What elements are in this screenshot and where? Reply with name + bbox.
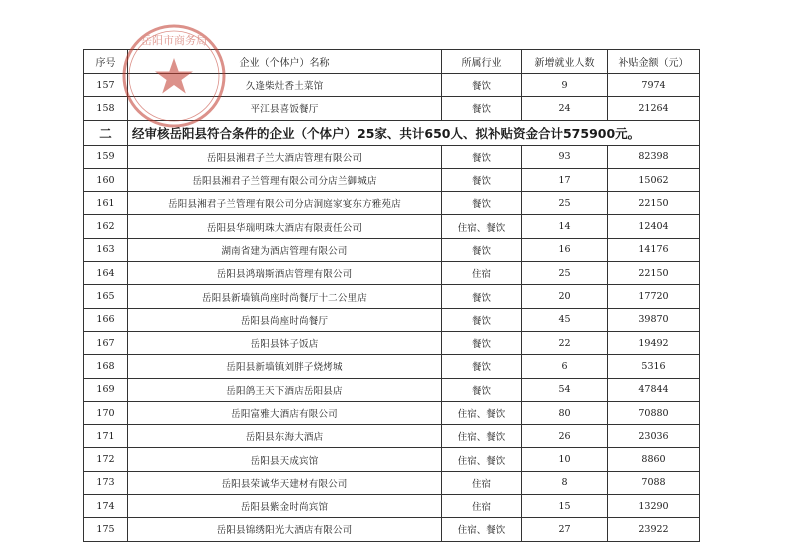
table-row [84, 262, 700, 285]
cell-new-jobs: 25 [522, 262, 608, 285]
table-row [84, 495, 700, 518]
cell-index: 170 [84, 401, 128, 424]
cell-name: 岳阳鸽王天下酒店岳阳县店 [128, 378, 442, 401]
table-row [84, 192, 700, 215]
cell-new-jobs: 16 [522, 238, 608, 261]
cell-new-jobs: 27 [522, 518, 608, 541]
header-name: 企业（个体户）名称 [128, 50, 442, 74]
cell-subsidy: 21264 [608, 97, 700, 120]
cell-industry: 住宿、餐饮 [442, 425, 522, 448]
cell-subsidy: 22150 [608, 262, 700, 285]
cell-name: 岳阳县湘君子兰大酒店管理有限公司 [128, 145, 442, 168]
cell-industry: 住宿、餐饮 [442, 448, 522, 471]
cell-subsidy: 47844 [608, 378, 700, 401]
cell-new-jobs: 24 [522, 97, 608, 120]
cell-index: 168 [84, 355, 128, 378]
cell-new-jobs: 25 [522, 192, 608, 215]
table-row [84, 331, 700, 354]
cell-index: 169 [84, 378, 128, 401]
cell-name: 岳阳县湘君子兰管理有限公司分店兰御城店 [128, 168, 442, 191]
cell-industry: 住宿、餐饮 [442, 518, 522, 541]
cell-subsidy: 7974 [608, 74, 700, 97]
cell-index: 161 [84, 192, 128, 215]
cell-industry: 餐饮 [442, 355, 522, 378]
cell-new-jobs: 54 [522, 378, 608, 401]
cell-name: 岳阳县天成宾馆 [128, 448, 442, 471]
cell-industry: 餐饮 [442, 74, 522, 97]
cell-new-jobs: 20 [522, 285, 608, 308]
cell-industry: 住宿 [442, 471, 522, 494]
cell-name: 岳阳县尚座时尚餐厅 [128, 308, 442, 331]
cell-new-jobs: 15 [522, 495, 608, 518]
cell-index: 166 [84, 308, 128, 331]
table-row [84, 308, 700, 331]
cell-new-jobs: 10 [522, 448, 608, 471]
header-index: 序号 [84, 50, 128, 74]
cell-subsidy: 19492 [608, 331, 700, 354]
cell-index: 171 [84, 425, 128, 448]
cell-name: 岳阳县东海大酒店 [128, 425, 442, 448]
cell-subsidy: 23036 [608, 425, 700, 448]
cell-subsidy: 12404 [608, 215, 700, 238]
cell-subsidy: 82398 [608, 145, 700, 168]
cell-index: 159 [84, 145, 128, 168]
cell-subsidy: 8860 [608, 448, 700, 471]
table-row [84, 448, 700, 471]
cell-index: 172 [84, 448, 128, 471]
cell-industry: 餐饮 [442, 378, 522, 401]
table-row [84, 74, 700, 97]
cell-index: 160 [84, 168, 128, 191]
cell-index: 175 [84, 518, 128, 541]
header-new-jobs: 新增就业人数 [522, 50, 608, 74]
seal-text: 岳阳市商务局 [141, 34, 207, 47]
table-row [84, 425, 700, 448]
cell-industry: 餐饮 [442, 238, 522, 261]
header-row [84, 50, 700, 74]
table-header [84, 50, 700, 74]
table-row [84, 471, 700, 494]
cell-subsidy: 7088 [608, 471, 700, 494]
cell-index: 163 [84, 238, 128, 261]
cell-name: 岳阳县湘君子兰管理有限公司分店洞庭家宴东方雅苑店 [128, 192, 442, 215]
cell-name: 岳阳县锦绣阳光大酒店有限公司 [128, 518, 442, 541]
cell-industry: 餐饮 [442, 145, 522, 168]
cell-index: 173 [84, 471, 128, 494]
cell-name: 平江县喜饭餐厅 [128, 97, 442, 120]
cell-new-jobs: 80 [522, 401, 608, 424]
table-row [84, 97, 700, 120]
table-row [84, 238, 700, 261]
cell-name: 岳阳县华瑞明珠大酒店有限责任公司 [128, 215, 442, 238]
cell-industry: 餐饮 [442, 285, 522, 308]
table-row [84, 168, 700, 191]
cell-index: 174 [84, 495, 128, 518]
cell-index: 162 [84, 215, 128, 238]
header-industry: 所属行业 [442, 50, 522, 74]
cell-new-jobs: 9 [522, 74, 608, 97]
cell-industry: 住宿 [442, 262, 522, 285]
cell-index: 158 [84, 97, 128, 120]
cell-new-jobs: 93 [522, 145, 608, 168]
cell-name: 岳阳县荣诚华天建材有限公司 [128, 471, 442, 494]
cell-name: 岳阳县紫金时尚宾馆 [128, 495, 442, 518]
cell-name: 岳阳县新墙镇刘胖子烧烤城 [128, 355, 442, 378]
cell-subsidy: 39870 [608, 308, 700, 331]
section-title: 经审核岳阳县符合条件的企业（个体户）25家、共计650人、拟补贴资金合计575900元。 [128, 120, 700, 145]
cell-index: 164 [84, 262, 128, 285]
cell-name: 岳阳县钵子饭店 [128, 331, 442, 354]
cell-new-jobs: 6 [522, 355, 608, 378]
cell-industry: 住宿、餐饮 [442, 215, 522, 238]
cell-index: 165 [84, 285, 128, 308]
table-row [84, 378, 700, 401]
table-row [84, 355, 700, 378]
section-row [84, 120, 700, 145]
cell-industry: 餐饮 [442, 331, 522, 354]
cell-new-jobs: 26 [522, 425, 608, 448]
cell-subsidy: 13290 [608, 495, 700, 518]
cell-subsidy: 14176 [608, 238, 700, 261]
table-row [84, 518, 700, 541]
cell-subsidy: 17720 [608, 285, 700, 308]
table-row [84, 215, 700, 238]
cell-industry: 餐饮 [442, 168, 522, 191]
cell-name: 岳阳富雅大酒店有限公司 [128, 401, 442, 424]
cell-new-jobs: 22 [522, 331, 608, 354]
subsidy-table [83, 49, 700, 542]
section-number: 二 [84, 120, 128, 145]
table-row [84, 401, 700, 424]
cell-industry: 餐饮 [442, 192, 522, 215]
cell-subsidy: 15062 [608, 168, 700, 191]
cell-name: 久逢柴灶香土菜馆 [128, 74, 442, 97]
cell-industry: 餐饮 [442, 97, 522, 120]
table-row [84, 285, 700, 308]
cell-subsidy: 70880 [608, 401, 700, 424]
header-subsidy: 补贴金额（元） [608, 50, 700, 74]
cell-new-jobs: 14 [522, 215, 608, 238]
cell-name: 岳阳县新墙镇尚座时尚餐厅十二公里店 [128, 285, 442, 308]
cell-index: 157 [84, 74, 128, 97]
cell-name: 湖南省建为酒店管理有限公司 [128, 238, 442, 261]
cell-industry: 餐饮 [442, 308, 522, 331]
cell-new-jobs: 8 [522, 471, 608, 494]
table-body [84, 74, 700, 146]
table-row [84, 145, 700, 168]
cell-new-jobs: 45 [522, 308, 608, 331]
cell-subsidy: 22150 [608, 192, 700, 215]
table-body-section-2 [84, 145, 700, 541]
cell-industry: 住宿 [442, 495, 522, 518]
cell-name: 岳阳县鸿瑞斯酒店管理有限公司 [128, 262, 442, 285]
cell-index: 167 [84, 331, 128, 354]
cell-subsidy: 5316 [608, 355, 700, 378]
cell-new-jobs: 17 [522, 168, 608, 191]
cell-industry: 住宿、餐饮 [442, 401, 522, 424]
cell-subsidy: 23922 [608, 518, 700, 541]
